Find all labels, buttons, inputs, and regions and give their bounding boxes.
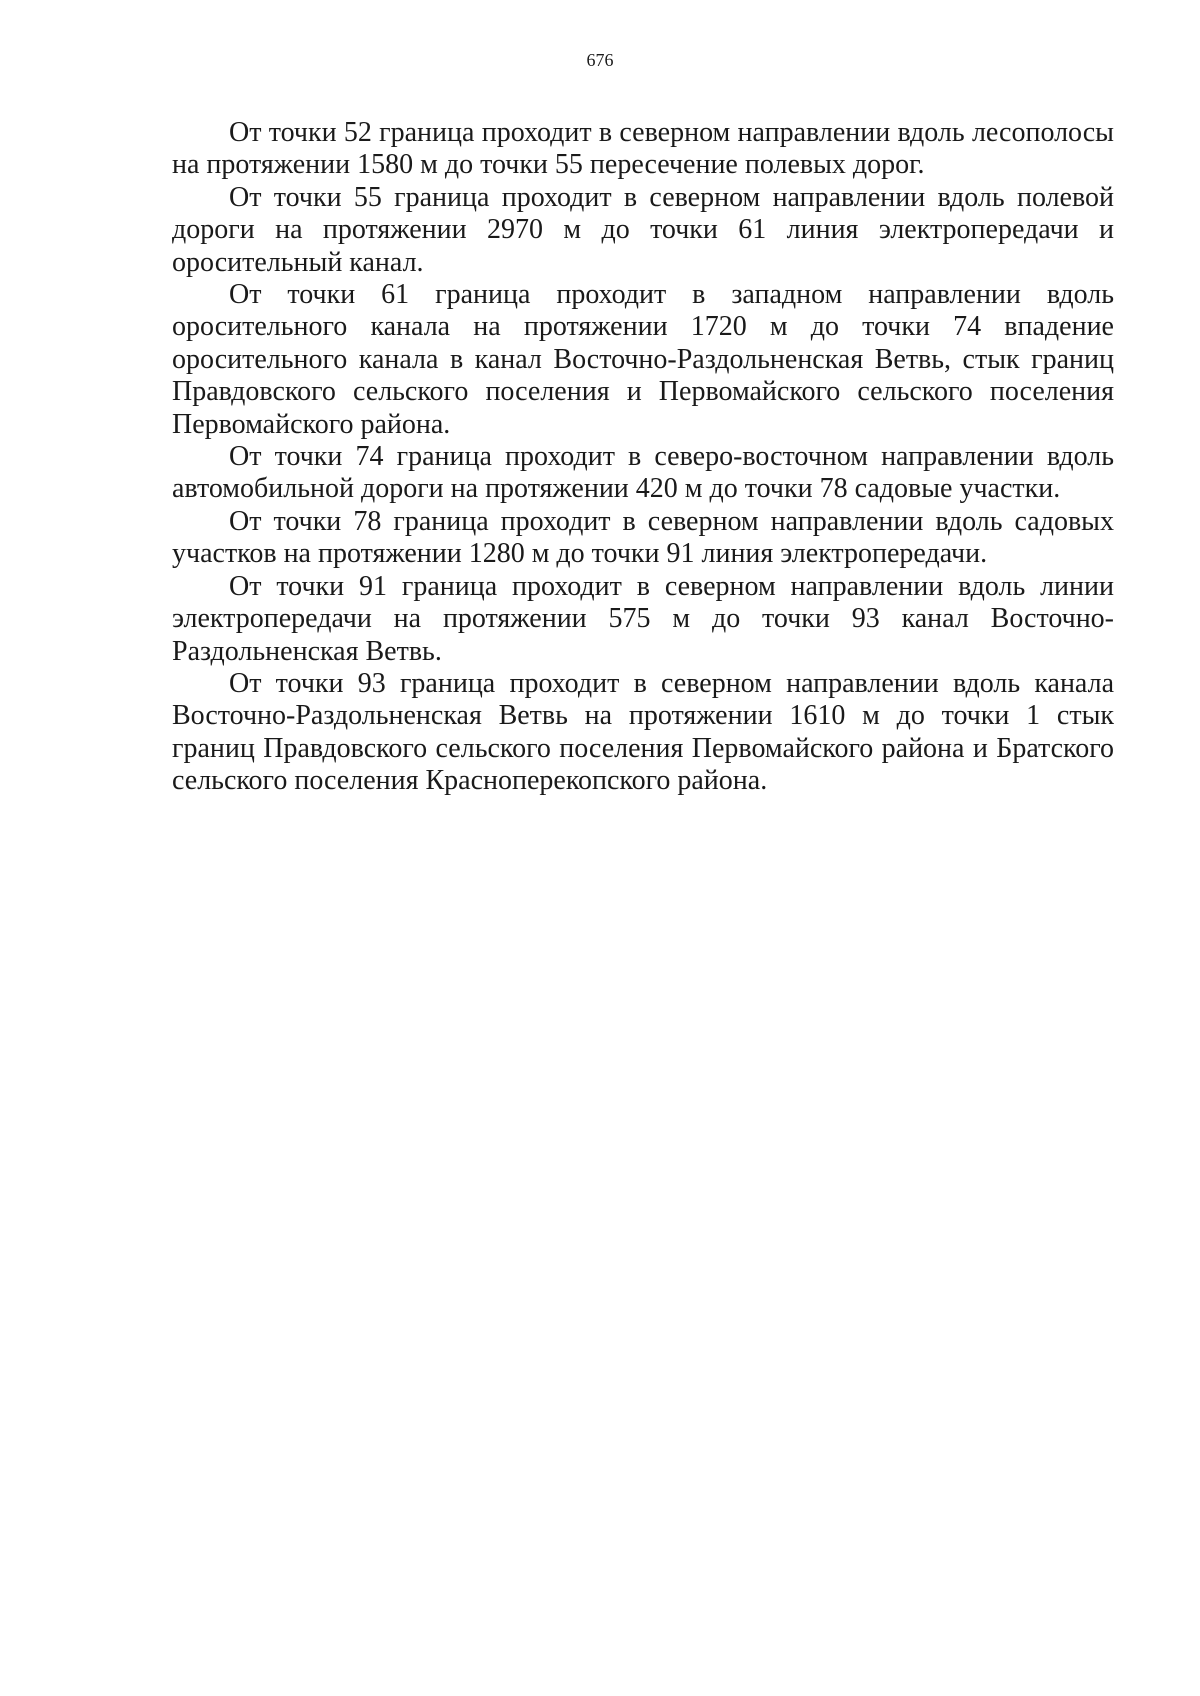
page-number: 676: [586, 50, 614, 70]
paragraph-point-93: От точки 93 граница проходит в северном направлении вдоль канала Восточно-Раздольненская Ветвь на протяжении 1610 м до точки 1 стык границ Правдовского сельского поселения Первомайского района и Братского сельского поселения Красноперекопского района.: [172, 667, 1114, 797]
paragraph-point-74: От точки 74 граница проходит в северо-восточном направлении вдоль автомобильной дороги на протяжении 420 м до точки 78 садовые участки.: [172, 441, 1114, 505]
paragraph-point-61: От точки 61 граница проходит в западном направлении вдоль оросительного канала на протяжении 1720 м до точки 74 впадение оросительного канала в канал Восточно-Раздольненская Ветвь, стык границ Правдовского сельского поселения и Первомайского сельского поселения Первомайского района.: [172, 279, 1114, 440]
paragraph-point-52: От точки 52 граница проходит в северном направлении вдоль лесополосы на протяжении 1580 м до точки 55 пересечение полевых дорог.: [172, 117, 1114, 181]
document-body: [172, 117, 1114, 798]
paragraph-point-78: От точки 78 граница проходит в северном направлении вдоль садовых участков на протяжении 1280 м до точки 91 линия электропередачи.: [172, 505, 1114, 570]
paragraph-point-55: От точки 55 граница проходит в северном направлении вдоль полевой дороги на протяжении 2970 м до точки 61 линия электропередачи и оросительный канал.: [172, 181, 1114, 278]
paragraph-point-91: От точки 91 граница проходит в северном направлении вдоль линии электропередачи на протяжении 575 м до точки 93 канал Восточно-Раздольненская Ветвь.: [172, 570, 1114, 667]
